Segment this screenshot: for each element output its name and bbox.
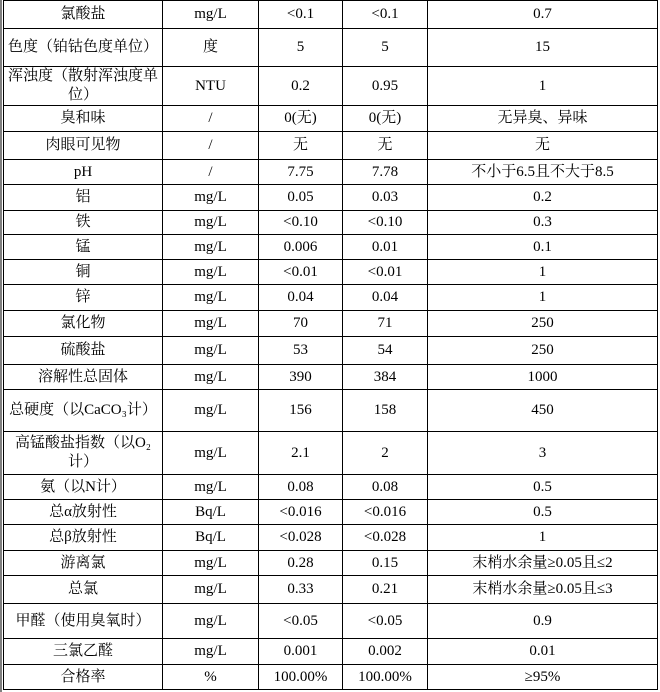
param-name-cell: 合格率 bbox=[4, 665, 163, 690]
limit-cell: 不小于6.5且不大于8.5 bbox=[428, 160, 658, 185]
sample2-value-cell: 0.01 bbox=[343, 235, 428, 260]
table-row bbox=[4, 67, 658, 106]
param-name-cell: 锰 bbox=[4, 235, 163, 260]
page-left-edge bbox=[0, 0, 2, 692]
limit-cell: 250 bbox=[428, 311, 658, 337]
table-row bbox=[4, 551, 658, 576]
sample2-value-cell: 0.04 bbox=[343, 285, 428, 311]
unit-cell: Bq/L bbox=[163, 500, 259, 525]
sample1-value-cell: 53 bbox=[259, 337, 343, 365]
param-name-cell: 色度（铂钴色度单位） bbox=[4, 29, 163, 67]
param-name-cell: 游离氯 bbox=[4, 551, 163, 576]
unit-cell: mg/L bbox=[163, 260, 259, 285]
sample1-value-cell: 0.006 bbox=[259, 235, 343, 260]
sample1-value-cell: <0.01 bbox=[259, 260, 343, 285]
limit-cell: 无异臭、异味 bbox=[428, 106, 658, 132]
param-name-cell: 锌 bbox=[4, 285, 163, 311]
sample2-value-cell: 71 bbox=[343, 311, 428, 337]
param-name-cell: 三氯乙醛 bbox=[4, 639, 163, 665]
limit-cell: 0.1 bbox=[428, 235, 658, 260]
table-row bbox=[4, 525, 658, 551]
sample2-value-cell: <0.01 bbox=[343, 260, 428, 285]
unit-cell: mg/L bbox=[163, 285, 259, 311]
table-row bbox=[4, 311, 658, 337]
sample1-value-cell: <0.1 bbox=[259, 1, 343, 29]
table-row bbox=[4, 604, 658, 639]
table-body bbox=[4, 1, 658, 690]
table-row bbox=[4, 1, 658, 29]
limit-cell: 1 bbox=[428, 67, 658, 106]
sample2-value-cell: 0.95 bbox=[343, 67, 428, 106]
param-name-cell: pH bbox=[4, 160, 163, 185]
limit-cell: 1 bbox=[428, 260, 658, 285]
sample1-value-cell: 100.00% bbox=[259, 665, 343, 690]
param-name-cell: 铜 bbox=[4, 260, 163, 285]
water-quality-table bbox=[3, 0, 658, 690]
unit-cell: mg/L bbox=[163, 211, 259, 235]
sample2-value-cell: 5 bbox=[343, 29, 428, 67]
sample2-value-cell: 54 bbox=[343, 337, 428, 365]
unit-cell: 度 bbox=[163, 29, 259, 67]
unit-cell: mg/L bbox=[163, 235, 259, 260]
limit-cell: 450 bbox=[428, 390, 658, 432]
sample2-value-cell: 0.15 bbox=[343, 551, 428, 576]
unit-cell: mg/L bbox=[163, 604, 259, 639]
param-name-cell: 高锰酸盐指数（以O₂计） bbox=[4, 432, 163, 475]
limit-cell: 0.01 bbox=[428, 639, 658, 665]
sample1-value-cell: 7.75 bbox=[259, 160, 343, 185]
table-row bbox=[4, 475, 658, 500]
param-name-cell: 硫酸盐 bbox=[4, 337, 163, 365]
param-name-cell: 铁 bbox=[4, 211, 163, 235]
sample1-value-cell: 0.04 bbox=[259, 285, 343, 311]
table-row bbox=[4, 29, 658, 67]
sample2-value-cell: <0.1 bbox=[343, 1, 428, 29]
sample2-value-cell: 0(无) bbox=[343, 106, 428, 132]
limit-cell: 0.3 bbox=[428, 211, 658, 235]
unit-cell: / bbox=[163, 106, 259, 132]
limit-cell: 1000 bbox=[428, 365, 658, 390]
param-name-cell: 铝 bbox=[4, 185, 163, 211]
limit-cell: 0.2 bbox=[428, 185, 658, 211]
param-name-cell: 氯化物 bbox=[4, 311, 163, 337]
unit-cell: % bbox=[163, 665, 259, 690]
param-name-cell: 溶解性总固体 bbox=[4, 365, 163, 390]
limit-cell: 末梢水余量≥0.05且≤2 bbox=[428, 551, 658, 576]
table-row bbox=[4, 337, 658, 365]
param-name-cell: 甲醛（使用臭氧时） bbox=[4, 604, 163, 639]
sample2-value-cell: 无 bbox=[343, 132, 428, 160]
sample1-value-cell: 0.001 bbox=[259, 639, 343, 665]
table-row bbox=[4, 235, 658, 260]
param-name-cell: 肉眼可见物 bbox=[4, 132, 163, 160]
limit-cell: 0.5 bbox=[428, 475, 658, 500]
unit-cell: mg/L bbox=[163, 1, 259, 29]
unit-cell: mg/L bbox=[163, 639, 259, 665]
sample2-value-cell: <0.028 bbox=[343, 525, 428, 551]
unit-cell: / bbox=[163, 132, 259, 160]
sample2-value-cell: <0.10 bbox=[343, 211, 428, 235]
sample2-value-cell: 0.08 bbox=[343, 475, 428, 500]
unit-cell: mg/L bbox=[163, 390, 259, 432]
param-name-cell: 氨（以N计） bbox=[4, 475, 163, 500]
sample1-value-cell: 0.28 bbox=[259, 551, 343, 576]
sample1-value-cell: 0(无) bbox=[259, 106, 343, 132]
table-row bbox=[4, 639, 658, 665]
limit-cell: 0.7 bbox=[428, 1, 658, 29]
param-name-cell: 总硬度（以CaCO₃计） bbox=[4, 390, 163, 432]
sample1-value-cell: <0.016 bbox=[259, 500, 343, 525]
table-row bbox=[4, 132, 658, 160]
table-row bbox=[4, 185, 658, 211]
limit-cell: 250 bbox=[428, 337, 658, 365]
sample2-value-cell: 100.00% bbox=[343, 665, 428, 690]
table-row bbox=[4, 211, 658, 235]
unit-cell: mg/L bbox=[163, 365, 259, 390]
sample1-value-cell: 2.1 bbox=[259, 432, 343, 475]
sample2-value-cell: 384 bbox=[343, 365, 428, 390]
sample2-value-cell: 0.002 bbox=[343, 639, 428, 665]
param-name-cell: 氯酸盐 bbox=[4, 1, 163, 29]
limit-cell: 3 bbox=[428, 432, 658, 475]
limit-cell: 末梢水余量≥0.05且≤3 bbox=[428, 576, 658, 604]
table-row bbox=[4, 500, 658, 525]
sample1-value-cell: 70 bbox=[259, 311, 343, 337]
unit-cell: mg/L bbox=[163, 185, 259, 211]
table-row bbox=[4, 665, 658, 690]
sample1-value-cell: 无 bbox=[259, 132, 343, 160]
limit-cell: 1 bbox=[428, 285, 658, 311]
sample1-value-cell: 390 bbox=[259, 365, 343, 390]
unit-cell: Bq/L bbox=[163, 525, 259, 551]
unit-cell: mg/L bbox=[163, 475, 259, 500]
sample1-value-cell: 0.33 bbox=[259, 576, 343, 604]
table-row bbox=[4, 285, 658, 311]
sample1-value-cell: 5 bbox=[259, 29, 343, 67]
sample2-value-cell: 7.78 bbox=[343, 160, 428, 185]
table-row bbox=[4, 160, 658, 185]
param-name-cell: 总氯 bbox=[4, 576, 163, 604]
unit-cell: mg/L bbox=[163, 576, 259, 604]
sample2-value-cell: <0.05 bbox=[343, 604, 428, 639]
table-row bbox=[4, 106, 658, 132]
limit-cell: ≥95% bbox=[428, 665, 658, 690]
table-row bbox=[4, 576, 658, 604]
table-row bbox=[4, 432, 658, 475]
limit-cell: 1 bbox=[428, 525, 658, 551]
sample2-value-cell: 158 bbox=[343, 390, 428, 432]
table-row bbox=[4, 365, 658, 390]
unit-cell: mg/L bbox=[163, 311, 259, 337]
unit-cell: / bbox=[163, 160, 259, 185]
param-name-cell: 总β放射性 bbox=[4, 525, 163, 551]
sample2-value-cell: 0.03 bbox=[343, 185, 428, 211]
sample2-value-cell: <0.016 bbox=[343, 500, 428, 525]
sample1-value-cell: <0.05 bbox=[259, 604, 343, 639]
sample1-value-cell: <0.028 bbox=[259, 525, 343, 551]
limit-cell: 15 bbox=[428, 29, 658, 67]
param-name-cell: 总α放射性 bbox=[4, 500, 163, 525]
limit-cell: 无 bbox=[428, 132, 658, 160]
param-name-cell: 臭和味 bbox=[4, 106, 163, 132]
sample1-value-cell: <0.10 bbox=[259, 211, 343, 235]
sample1-value-cell: 0.2 bbox=[259, 67, 343, 106]
param-name-cell: 浑浊度（散射浑浊度单位） bbox=[4, 67, 163, 106]
sample1-value-cell: 156 bbox=[259, 390, 343, 432]
unit-cell: mg/L bbox=[163, 551, 259, 576]
limit-cell: 0.9 bbox=[428, 604, 658, 639]
unit-cell: mg/L bbox=[163, 432, 259, 475]
limit-cell: 0.5 bbox=[428, 500, 658, 525]
unit-cell: NTU bbox=[163, 67, 259, 106]
sample1-value-cell: 0.08 bbox=[259, 475, 343, 500]
unit-cell: mg/L bbox=[163, 337, 259, 365]
table-row bbox=[4, 260, 658, 285]
sample2-value-cell: 0.21 bbox=[343, 576, 428, 604]
sample2-value-cell: 2 bbox=[343, 432, 428, 475]
table-row bbox=[4, 390, 658, 432]
sample1-value-cell: 0.05 bbox=[259, 185, 343, 211]
